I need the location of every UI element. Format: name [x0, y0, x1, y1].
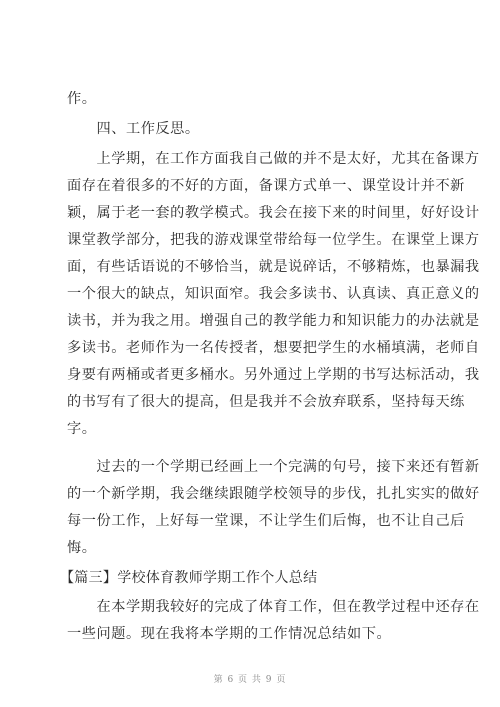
- text-line: 面存在着很多的不好的方面，备课方式单一、课堂设计并不新: [67, 178, 465, 194]
- text-line: 上学期，在工作方面我自己做的并不是太好，尤其在备课方: [67, 151, 480, 167]
- text-line: 在本学期我较好的完成了体育工作，但在教学过程中还存在: [67, 599, 480, 615]
- text-line: 过去的一个学期已经画上一个完满的句号，接下来还有暂新: [67, 459, 480, 475]
- text-line: 悔。: [67, 540, 97, 556]
- text-line: 颖，属于老一套的教学模式。我会在接下来的时间里，好好设计: [67, 205, 480, 221]
- text-line: 一个很大的缺点，知识面窄。我会多读书、认真读、真正意义的: [67, 286, 480, 302]
- text-line: 多读书。老师作为一名传授者，想要把学生的水桶填满，老师自: [67, 340, 480, 356]
- page-number-footer: 第 6 页 共 9 页: [213, 675, 287, 685]
- text-line: 读书，并为我之用。增强自己的教学能力和知识能力的办法就是: [67, 313, 480, 329]
- text-line: 的一个新学期，我会继续跟随学校领导的步伐，扎扎实实的做好: [67, 486, 480, 502]
- text-line: 字。: [67, 421, 97, 437]
- text-line: 身要有两桶或者更多桶水。另外通过上学期的书写达标活动，我: [67, 367, 480, 383]
- text-line: 每一份工作，上好每一堂课，不让学生们后悔，也不让自己后: [67, 513, 465, 529]
- text-line: 作。: [67, 91, 97, 107]
- text-line: 课堂教学部分，把我的游戏课堂带给每一位学生。在课堂上课方: [67, 232, 480, 248]
- text-line: 的书写有了很大的提高，但是我并不会放弃联系，坚持每天练: [67, 394, 465, 410]
- section-title-reflection: 四、工作反思。: [67, 121, 200, 137]
- text-line: 一些问题。现在我将本学期的工作情况总结如下。: [67, 626, 392, 642]
- section-heading: 【篇三】学校体育教师学期工作个人总结: [60, 570, 318, 586]
- text-line: 面，有些话语说的不够恰当，就是说碎话，不够精炼，也暴漏我: [67, 259, 480, 275]
